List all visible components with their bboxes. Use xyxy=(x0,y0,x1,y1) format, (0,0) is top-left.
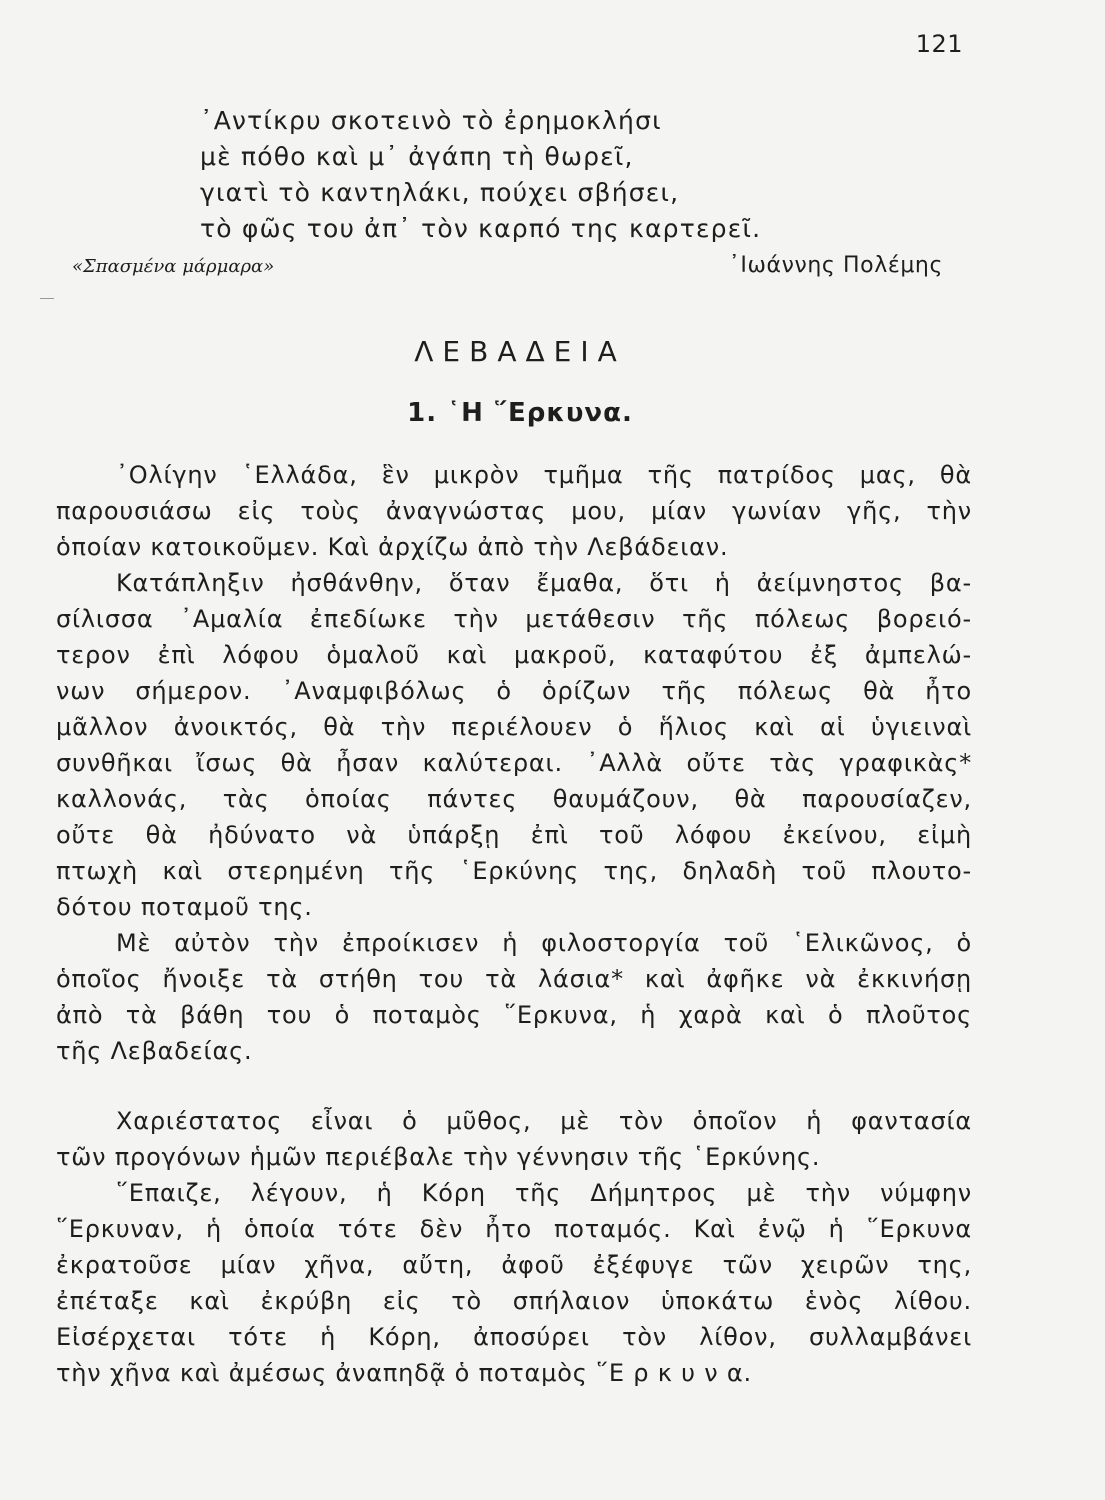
text-line: δότου ποταμοῦ της. xyxy=(56,893,313,921)
paragraph xyxy=(56,457,972,565)
text-line: νων σήμερον. ᾿Αναμφιβόλως ὁ ὁρίζων τῆς πόλεως θὰ ἦτο xyxy=(56,677,972,705)
text-line: Χαριέστατος εἶναι ὁ μῦθος, μὲ τὸν ὁποῖον ἡ φαντασία xyxy=(116,1107,972,1135)
text-line: ἀπὸ τὰ βάθη του ὁ ποταμὸς ῞Ερκυνα, ἡ χαρὰ καὶ ὁ πλοῦτος xyxy=(56,1001,972,1029)
poem-line: μὲ πόθο καὶ μ᾿ ἀγάπη τὴ θωρεῖ, xyxy=(200,142,634,171)
page-number: 121 xyxy=(915,30,963,58)
paragraph xyxy=(56,565,972,925)
text-line: ῞Επαιζε, λέγουν, ἡ Κόρη τῆς Δήμητρος μὲ τὴν νύμφην xyxy=(116,1179,972,1207)
poem-line: ᾿Αντίκρυ σκοτεινὸ τὸ ἐρημοκλήσι xyxy=(200,106,662,135)
poem-author: ᾿Ιωάννης Πολέμης xyxy=(728,253,943,278)
poem xyxy=(200,103,960,247)
paragraph-gap xyxy=(56,1069,972,1103)
text-line: καλλονάς, τὰς ὁποίας πάντες θαυμάζουν, θὰ παρουσίαζεν, xyxy=(56,785,972,813)
text-line: ῞Ερκυναν, ἡ ὁποία τότε δὲν ἦτο ποταμός. Καὶ ἐνῷ ἡ ῞Ερκυνα xyxy=(56,1215,972,1243)
poem-line: τὸ φῶς του ἀπ᾿ τὸν καρπό της καρτερεῖ. xyxy=(200,214,762,243)
section-title: ΛΕΒΑΔΕΙΑ xyxy=(414,335,626,368)
text-line: ὁποῖος ἤνοιξε τὰ στήθη του τὰ λάσια* καὶ ἀφῆκε νὰ ἐκκινήσῃ xyxy=(56,965,972,993)
text-line: οὔτε θὰ ἠδύνατο νὰ ὑπάρξῃ ἐπὶ τοῦ λόφου ἐκείνου, εἰμὴ xyxy=(56,821,972,849)
text-line: Εἰσέρχεται τότε ἡ Κόρη, ἀποσύρει τὸν λίθον, συλλαμβάνει xyxy=(56,1323,972,1351)
paragraph xyxy=(56,1103,972,1175)
text-line: Μὲ αὐτὸν τὴν ἐπροίκισεν ἡ φιλοστοργία τοῦ ῾Ελικῶνος, ὁ xyxy=(116,929,972,957)
text-line: συνθῆκαι ἴσως θὰ ἦσαν καλύτεραι. ᾿Αλλὰ οὔτε τὰς γραφικὰς* xyxy=(56,749,972,777)
text-line: πτωχὴ καὶ στερημένη τῆς ῾Ερκύνης της, δηλαδὴ τοῦ πλουτο- xyxy=(56,857,972,885)
text-line: τῶν προγόνων ἡμῶν περιέβαλε τὴν γέννησιν τῆς ῾Ερκύνης. xyxy=(56,1143,821,1171)
text-line: τερον ἐπὶ λόφου ὁμαλοῦ καὶ μακροῦ, καταφύτου ἐξ ἀμπελώ- xyxy=(56,641,972,669)
text-line: ἐπέταξε καὶ ἐκρύβη εἰς τὸ σπήλαιον ὑποκάτω ἑνὸς λίθου. xyxy=(56,1287,972,1315)
poem-source: «Σπασμένα μάρμαρα» xyxy=(72,256,275,277)
text-line: ἐκρατοῦσε μίαν χῆνα, αὔτη, ἀφοῦ ἐξέφυγε τῶν χειρῶν της, xyxy=(56,1251,972,1279)
subsection-title: 1. ῾Η ῞Ερκυνα. xyxy=(407,398,633,428)
paragraph xyxy=(56,1175,972,1391)
text-line: παρουσιάσω εἰς τοὺς ἀναγνώστας μου, μίαν γωνίαν γῆς, τὴν xyxy=(56,497,972,525)
margin-mark xyxy=(40,298,54,299)
poem-line: γιατὶ τὸ καντηλάκι, πούχει σβήσει, xyxy=(200,178,680,207)
text-line: Κατάπληξιν ἠσθάνθην, ὅταν ἔμαθα, ὅτι ἡ ἀείμνηστος βα- xyxy=(116,569,972,597)
text-line: ᾿Ολίγην ῾Ελλάδα, ἓν μικρὸν τμῆμα τῆς πατρίδος μας, θὰ xyxy=(116,461,972,489)
paragraph xyxy=(56,925,972,1069)
body-text xyxy=(56,457,972,1391)
text-line: τῆς Λεβαδείας. xyxy=(56,1037,253,1065)
text-line: ὁποίαν κατοικοῦμεν. Καὶ ἀρχίζω ἀπὸ τὴν Λεβάδειαν. xyxy=(56,533,729,561)
text-line: τὴν χῆνα καὶ ἀμέσως ἀναπηδᾷ ὁ ποταμὸς ῞Ε ρ κ υ ν α. xyxy=(56,1359,752,1387)
text-line: σίλισσα ᾿Αμαλία ἐπεδίωκε τὴν μετάθεσιν τῆς πόλεως βορειό- xyxy=(56,605,972,633)
text-line: μᾶλλον ἀνοικτός, θὰ τὴν περιέλουεν ὁ ἥλιος καὶ αἱ ὑγιειναὶ xyxy=(56,713,972,741)
